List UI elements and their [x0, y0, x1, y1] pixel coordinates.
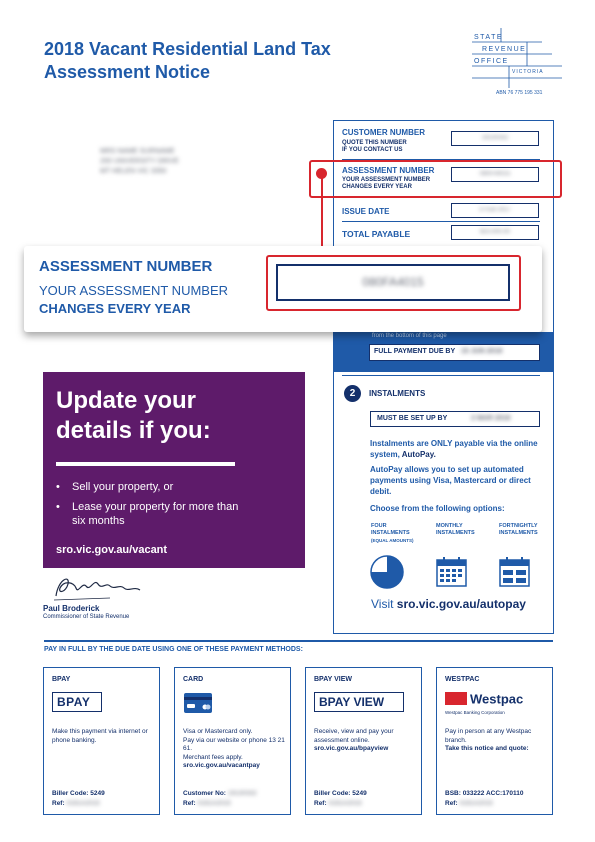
promo-heading-line1: Update your — [56, 387, 197, 414]
logo-word-state: STATE — [474, 34, 504, 41]
update-details-promo — [43, 372, 305, 568]
bpayview-link[interactable]: sro.vic.gov.au/bpayview — [314, 745, 389, 752]
logo-word-victoria: VICTORIA — [512, 69, 544, 75]
total-payable-field — [451, 225, 539, 240]
instalments-autopay-info — [370, 438, 542, 460]
card-customer-label: Customer No: — [183, 790, 226, 797]
bpay-logo — [52, 692, 102, 712]
bpay-biller-code: Biller Code: 5249 — [52, 790, 105, 797]
card-description — [183, 728, 287, 771]
payment-methods-title: PAY IN FULL BY THE DUE DATE USING ONE OF THESE PAYMENT METHODS: — [44, 646, 303, 653]
option-label: MONTHLY — [436, 523, 463, 529]
callout-highlight-frame — [266, 255, 521, 311]
option-fortnightly-instalments[interactable] — [499, 523, 538, 537]
bpayview-biller-code: Biller Code: 5249 — [314, 790, 367, 797]
setup-deadline-field — [370, 411, 540, 427]
mailing-address — [100, 147, 179, 177]
bpay-heading: BPAY — [52, 676, 71, 683]
bpay-ref-value: 0191A2015 — [66, 800, 100, 807]
full-payment-due-value: 15 JUN 2018 — [460, 348, 503, 355]
westpac-w-icon — [445, 692, 467, 705]
instalments-title: INSTALMENTS — [369, 389, 426, 398]
bpay-description: Make this payment via internet or phone banking. — [52, 728, 148, 744]
westpac-reference — [445, 800, 493, 807]
autopay-link[interactable] — [371, 597, 526, 611]
monthly-calendar-icon — [436, 557, 467, 587]
logo-word-office: OFFICE — [474, 58, 509, 65]
card-payment-link[interactable]: sro.vic.gov.au/vacantpay — [183, 762, 260, 769]
signatory-role: Commissioner of State Revenue — [43, 614, 130, 620]
assessment-number-value: 080FA4015 — [479, 171, 511, 177]
issue-date-label: ISSUE DATE — [342, 207, 390, 216]
westpac-heading: WESTPAC — [445, 676, 480, 683]
address-line: MRS NAME SURNAME — [100, 148, 175, 155]
westpac-text-line: Take this notice and quote: — [445, 745, 529, 752]
bpayview-method-card — [305, 667, 422, 815]
option-label: INSTALMENTS — [499, 530, 538, 536]
card-text-line: Merchant fees apply. — [183, 753, 243, 761]
setup-deadline-label: MUST BE SET UP BY — [377, 415, 448, 422]
issue-date-field — [451, 203, 539, 218]
signatory-name: Paul Broderick — [43, 604, 100, 613]
westpac-ref-value: 0191A2015 — [459, 800, 493, 807]
bpayview-logo — [314, 692, 404, 712]
option-note: (EQUAL AMOUNTS) — [371, 538, 414, 543]
sro-logo — [472, 28, 562, 98]
bpayview-ref-value: 0191A2015 — [328, 800, 362, 807]
card-text-line: Visa or Mastercard only. — [183, 728, 253, 735]
choose-options-text: Choose from the following options: — [370, 504, 505, 513]
promo-heading — [56, 386, 211, 446]
bpay-ref-label: Ref: — [52, 800, 65, 807]
promo-list-item — [56, 500, 286, 530]
abn-number: ABN 76 775 195 331 — [496, 90, 543, 96]
promo-link[interactable]: sro.vic.gov.au/vacant — [56, 544, 168, 556]
westpac-logo — [445, 690, 523, 715]
option-monthly-instalments[interactable] — [436, 523, 475, 537]
card-heading: CARD — [183, 676, 204, 683]
bpayview-text-line: Receive, view and pay your assessment online. — [314, 728, 394, 744]
option-label: FOUR — [371, 523, 387, 529]
customer-number-value: 19130332 — [481, 135, 509, 141]
credit-card-icon — [183, 692, 213, 714]
bullet-icon: • — [56, 481, 60, 493]
card-text-line: Pay via our website or phone 13 21 61. — [183, 736, 285, 752]
callout-subtitle-line1: YOUR ASSESSMENT NUMBER — [39, 283, 229, 298]
card-ref-value: 0191A2015 — [197, 800, 231, 807]
assessment-number-highlight — [309, 160, 562, 198]
callout-subtitle-line2: CHANGES EVERY YEAR — [39, 301, 191, 316]
card-reference — [183, 800, 231, 807]
customer-number-sub2: IF YOU CONTACT US — [342, 147, 403, 153]
assessment-number-callout — [24, 246, 542, 332]
callout-number-field — [276, 264, 510, 301]
page-title-line1: 2018 Vacant Residential Land Tax — [44, 39, 331, 59]
card-customer-value: 19130332 — [227, 790, 257, 797]
westpac-ref-label: Ref: — [445, 800, 458, 807]
bullet-icon: • — [56, 501, 60, 513]
card-customer-number — [183, 790, 257, 797]
autopay-emphasis: AutoPay. — [401, 450, 436, 459]
total-payable-value: $10,000.00 — [479, 229, 511, 235]
promo-item-text: Lease your property for more than six months — [72, 501, 239, 527]
option-label: FORTNIGHTLY — [499, 523, 538, 529]
assessment-number-label: ASSESSMENT NUMBER — [342, 166, 435, 175]
promo-heading-line2: details if you: — [56, 417, 211, 444]
callout-number-value: 080FA4015 — [362, 275, 424, 289]
bpayview-ref-label: Ref: — [314, 800, 327, 807]
payment-divider — [44, 640, 553, 642]
westpac-method-card — [436, 667, 553, 815]
issue-date-value: 3 FEB 2017 — [479, 207, 511, 213]
divider — [342, 221, 540, 222]
callout-title: ASSESSMENT NUMBER — [39, 258, 213, 275]
westpac-account: BSB: 033222 ACC:170110 — [445, 790, 524, 797]
visit-prefix: Visit — [371, 597, 397, 611]
bpayview-heading: BPAY VIEW — [314, 676, 352, 683]
westpac-logo-sub: Westpac Banking Corporation — [445, 710, 505, 715]
card-method-card — [174, 667, 291, 815]
pie-chart-icon — [370, 555, 404, 589]
step-number-badge: 2 — [344, 385, 361, 402]
address-line: MT HELEN VIC 3350 — [100, 168, 167, 175]
instalments-info-text: Instalments are ONLY payable via the online system, — [370, 439, 538, 459]
option-label: INSTALMENTS — [436, 530, 475, 536]
option-four-instalments[interactable] — [371, 523, 414, 544]
fortnightly-calendar-icon — [499, 557, 530, 587]
bpayview-description — [314, 728, 418, 754]
signature-icon — [50, 572, 145, 604]
page-title-line2: Assessment Notice — [44, 62, 211, 82]
setup-deadline-value: 2 MAR 2018 — [471, 415, 511, 422]
total-payable-label: TOTAL PAYABLE — [342, 229, 411, 239]
customer-number-label: CUSTOMER NUMBER — [342, 128, 425, 137]
westpac-text-line: Pay in person at any Westpac branch. — [445, 728, 532, 744]
customer-number-sub1: QUOTE THIS NUMBER — [342, 140, 407, 146]
bpay-logo-text: BPAY — [57, 695, 91, 709]
visit-url: sro.vic.gov.au/autopay — [396, 597, 526, 611]
callout-dot-icon — [316, 168, 327, 179]
full-payment-due-field — [369, 344, 540, 361]
bpay-method-card — [43, 667, 160, 815]
bpayview-logo-text: BPAY VIEW — [319, 695, 385, 709]
bpay-reference — [52, 800, 100, 807]
autopay-description: AutoPay allows you to set up automated payments using Visa, Mastercard or direct debit. — [370, 465, 531, 496]
card-ref-label: Ref: — [183, 800, 196, 807]
page-title — [44, 38, 331, 84]
full-payment-note: from the bottom of this page — [372, 333, 447, 339]
address-line: 200 UNIVERSITY DRIVE — [100, 158, 179, 165]
divider — [342, 375, 540, 376]
promo-list-item — [56, 480, 286, 494]
assessment-number-sub2: CHANGES EVERY YEAR — [342, 184, 412, 190]
full-payment-due-label: FULL PAYMENT DUE BY — [374, 348, 456, 355]
assessment-number-sub1: YOUR ASSESSMENT NUMBER — [342, 177, 431, 183]
promo-item-text: Sell your property, or — [72, 481, 174, 493]
logo-word-revenue: REVENUE — [482, 46, 527, 53]
promo-divider — [56, 462, 235, 466]
option-label: INSTALMENTS — [371, 530, 410, 536]
bpayview-reference — [314, 800, 362, 807]
westpac-description — [445, 728, 549, 754]
westpac-logo-text: Westpac — [470, 691, 524, 707]
customer-number-field — [451, 131, 539, 146]
